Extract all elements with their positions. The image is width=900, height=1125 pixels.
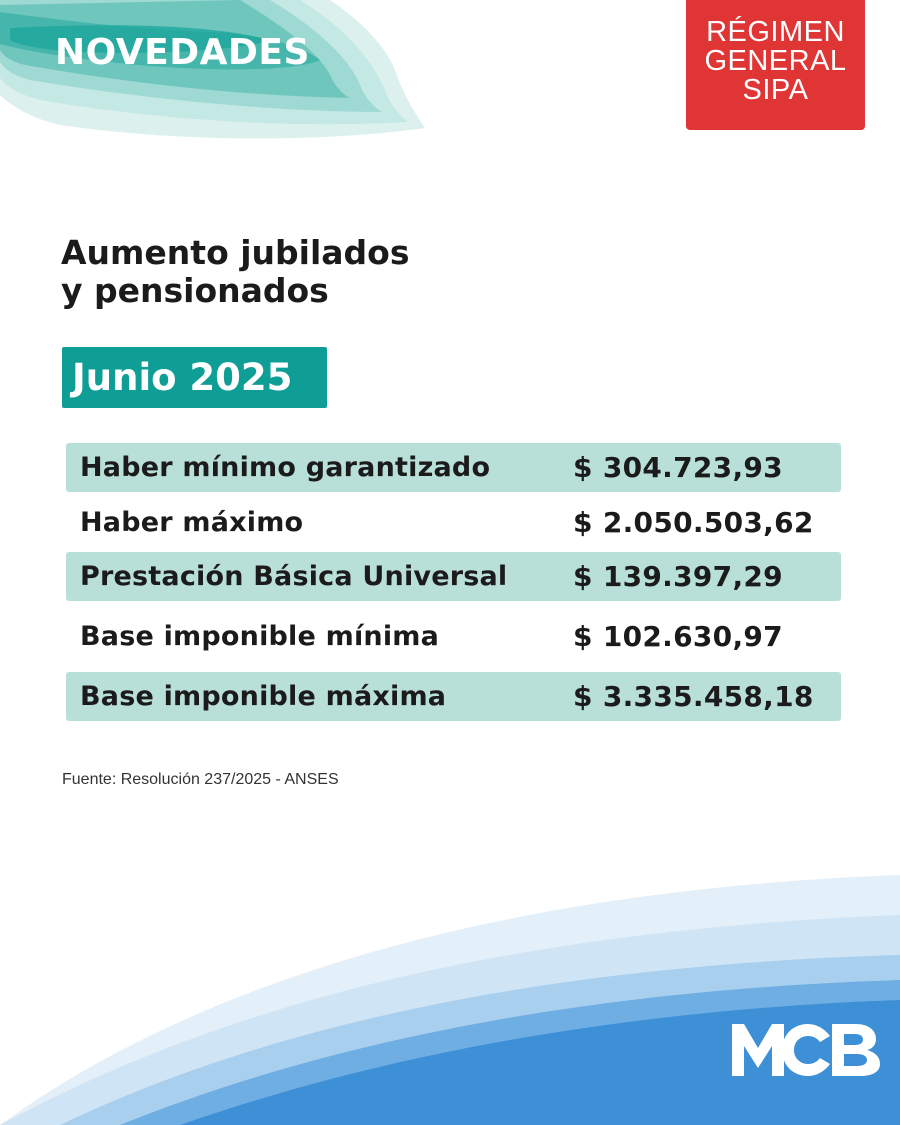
source-note: Fuente: Resolución 237/2025 - ANSES (62, 771, 339, 788)
period-badge: Junio 2025 (62, 347, 327, 408)
table-row (66, 443, 841, 492)
row-value: $ 304.723,93 (573, 451, 783, 484)
regime-line-3: SIPA (742, 73, 809, 106)
regime-line-1: RÉGIMEN (706, 15, 845, 48)
title-line-1: Aumento jubilados (61, 233, 410, 272)
row-label: Base imponible mínima (80, 621, 440, 652)
row-value: $ 102.630,97 (573, 620, 783, 653)
mcb-logo-icon (730, 1018, 882, 1080)
table-row (66, 498, 841, 547)
row-value: $ 2.050.503,62 (573, 506, 814, 539)
page-title (61, 234, 661, 310)
wave-decoration-icon (0, 860, 900, 1125)
row-value: $ 139.397,29 (573, 560, 783, 593)
row-label: Base imponible máxima (80, 681, 447, 712)
row-value: $ 3.335.458,18 (573, 680, 814, 713)
table-row (66, 672, 841, 721)
row-label: Haber máximo (80, 507, 304, 538)
row-label: Haber mínimo garantizado (80, 452, 491, 483)
row-label: Prestación Básica Universal (80, 561, 508, 592)
table-row (66, 552, 841, 601)
title-line-2: y pensionados (61, 271, 329, 310)
table-row (66, 612, 841, 661)
section-label: NOVEDADES (55, 32, 310, 73)
regime-line-2: GENERAL (704, 44, 847, 77)
regime-badge (686, 0, 865, 130)
